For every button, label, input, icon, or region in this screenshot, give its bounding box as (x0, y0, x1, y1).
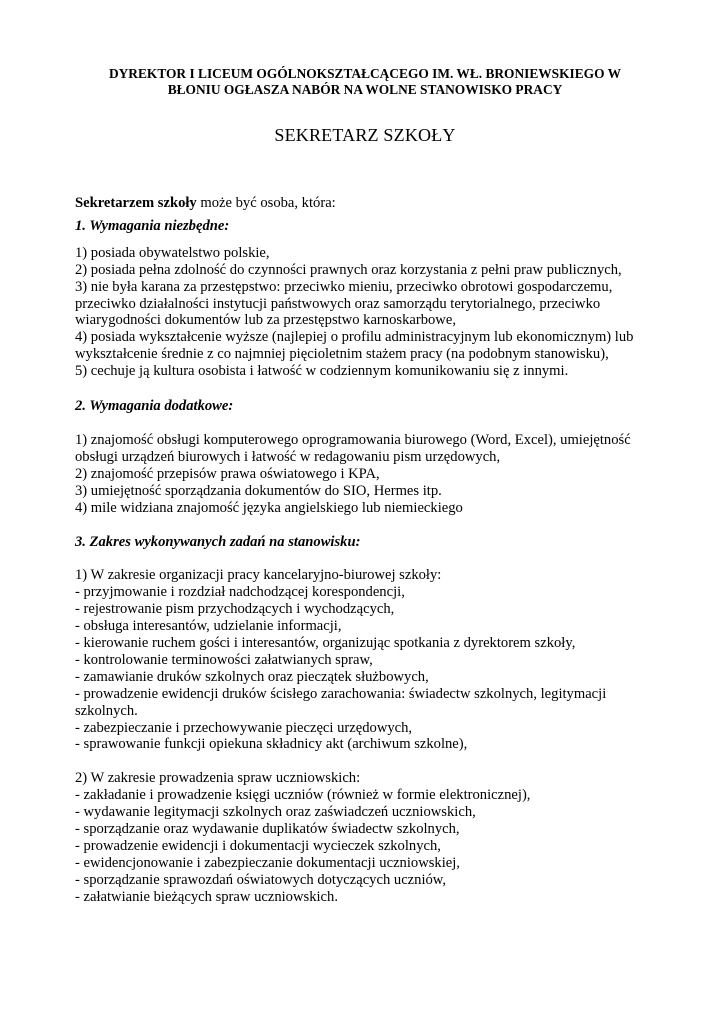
list-item: wykształcenie średnie z co najmniej pięcioletnim stażem pracy (na podobnym stanowisku), (75, 346, 609, 363)
document-body (75, 195, 655, 906)
list-item: 4) mile widziana znajomość języka angielskiego lub niemieckiego (75, 499, 463, 516)
list-item: - zakładanie i prowadzenie księgi uczniów (również w formie elektronicznej), (75, 787, 531, 804)
list-item: - obsługa interesantów, udzielanie informacji, (75, 618, 342, 635)
list-item: - zamawianie druków szkolnych oraz pieczątek służbowych, (75, 668, 429, 685)
list-item: - prowadzenie ewidencji i dokumentacji wycieczek szkolnych, (75, 838, 441, 854)
list-item: - przyjmowanie i rozdział nadchodzącej korespondencji, (75, 584, 405, 601)
intro-rest: może być osoba, która: (196, 195, 336, 211)
list-item: - prowadzenie ewidencji druków ścisłego zarachowania: świadectw szkolnych, legitymacji (75, 685, 607, 702)
list-item: 1) W zakresie organizacji pracy kancelaryjno-biurowej szkoły: (75, 567, 442, 584)
list-item: - kierowanie ruchem gości i interesantów, organizując spotkania z dyrektorem szkoły, (75, 635, 576, 652)
intro-bold: Sekretarzem szkoły (75, 195, 197, 211)
announcement-header (60, 0, 670, 98)
list-item: 5) cechuje ją kultura osobista i łatwość w codziennym komunikowaniu się z innymi. (75, 363, 569, 380)
header-line-2: BŁONIU OGŁASZA NABÓR NA WOLNE STANOWISKO PRACY (167, 82, 563, 97)
list-item: - sporządzanie oraz wydawanie duplikatów świadectw szkolnych, (75, 821, 460, 838)
list-item: 1) znajomość obsługi komputerowego oprogramowania biurowego (Word, Excel), umiejętność (75, 431, 631, 448)
section-2-title: 2. Wymagania dodatkowe: (75, 398, 234, 415)
list-item: obsługi urządzeń biurowych i łatwość w redagowaniu pism urzędowych, (75, 448, 501, 465)
list-item: 3) umiejętność sporządzania dokumentów do SIO, Hermes itp. (75, 482, 442, 499)
section-1-title: 1. Wymagania niezbędne: (75, 217, 230, 234)
list-item: 1) posiada obywatelstwo polskie, (75, 244, 270, 261)
list-item: 3) nie była karana za przestępstwo: przeciwko mieniu, przeciwko obrotowi gospodarczemu, (75, 278, 613, 295)
section-2-list (75, 432, 655, 517)
list-item: 4) posiada wykształcenie wyższe (najlepiej o profilu administracyjnym lub ekonomicznym) lub (75, 329, 634, 346)
list-item: - zabezpieczanie i przechowywanie pieczęci urzędowych, (75, 719, 413, 736)
list-item: 2) znajomość przepisów prawa oświatowego i KPA, (75, 465, 380, 482)
list-item: - załatwianie bieżących spraw uczniowskich. (75, 888, 338, 905)
list-item: 2) W zakresie prowadzenia spraw uczniowskich: (75, 770, 361, 787)
list-item: przeciwko działalności instytucji państwowych oraz samorządu terytorialnego, przeciwko (75, 295, 601, 312)
list-item: - rejestrowanie pism przychodzących i wychodzących, (75, 601, 395, 618)
list-item: wiarygodności dokumentów lub za przestępstwo karnoskarbowe, (75, 312, 456, 329)
list-item: - wydawanie legitymacji szkolnych oraz zaświadczeń uczniowskich, (75, 804, 476, 821)
section-3-title: 3. Zakres wykonywanych zadań na stanowisku: (75, 533, 361, 550)
section-3-group-2 (75, 770, 655, 905)
intro-paragraph (75, 195, 655, 212)
list-item: - ewidencjonowanie i zabezpieczanie dokumentacji uczniowskiej, (75, 854, 460, 871)
list-item: - kontrolowanie terminowości załatwianych spraw, (75, 651, 373, 668)
list-item: 2) posiada pełna zdolność do czynności prawnych oraz korzystania z pełni praw publicznych, (75, 261, 622, 278)
job-title: SEKRETARZ SZKOŁY (274, 125, 456, 145)
list-item: - sprawowanie funkcji opiekuna składnicy akt (archiwum szkolne), (75, 736, 468, 753)
list-item: - sporządzanie sprawozdań oświatowych dotyczących uczniów, (75, 871, 447, 888)
header-line-1: DYREKTOR I LICEUM OGÓLNOKSZTAŁCĄCEGO IM. WŁ. BRONIEWSKIEGO W (108, 66, 622, 81)
list-item: szkolnych. (75, 702, 138, 719)
section-1-list (75, 245, 655, 380)
section-3-group-1 (75, 567, 655, 753)
